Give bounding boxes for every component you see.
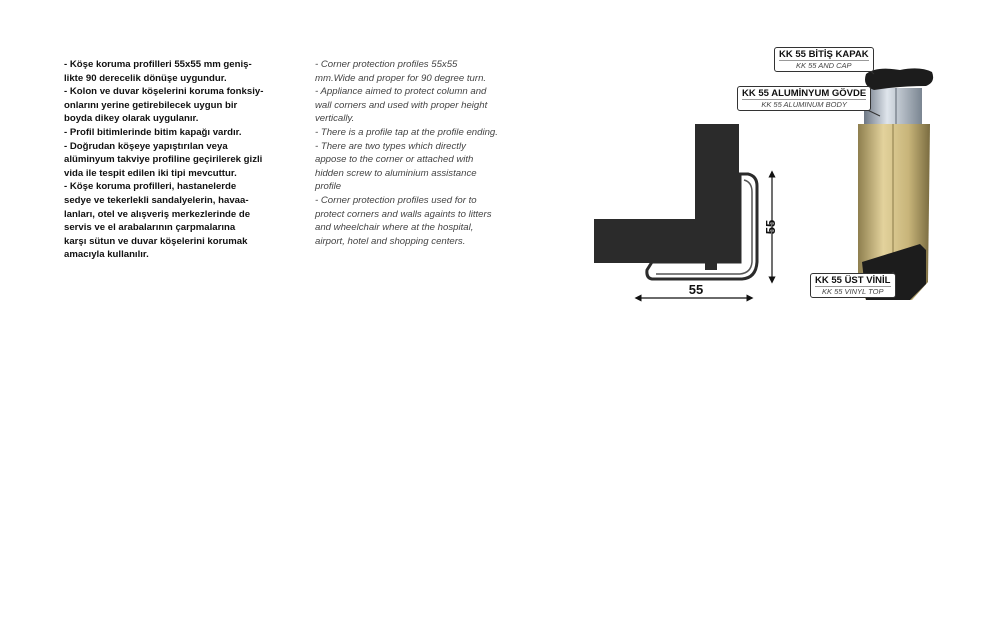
fixing-clip bbox=[705, 262, 717, 270]
aluminium-body-label-en: KK 55 ALUMINUM BODY bbox=[742, 99, 866, 109]
en-line: and wheelchair where at the hospital, bbox=[315, 222, 474, 234]
horizontal-dimension-value: 55 bbox=[688, 282, 704, 297]
tr-line: onlarını yerine getirebilecek uygun bir bbox=[64, 99, 238, 111]
en-line: wall corners and used with proper height bbox=[315, 99, 488, 111]
wall-corner-section bbox=[594, 124, 739, 263]
aluminium-body-label-tr: KK 55 ALUMİNYUM GÖVDE bbox=[742, 88, 867, 99]
end-cap bbox=[865, 68, 933, 90]
tr-line: boyda dikey olarak uygulanır. bbox=[64, 113, 199, 125]
en-line: - Appliance aimed to protect column and bbox=[315, 86, 487, 98]
tr-line: amacıyla kullanılır. bbox=[64, 249, 149, 261]
en-line: appose to the corner or attached with bbox=[315, 154, 474, 166]
en-line: profile bbox=[315, 181, 342, 193]
tr-line: karşı sütun ve duvar köşelerini korumak bbox=[64, 235, 248, 247]
tr-line: sedye ve tekerlekli sandalyelerin, havaa- bbox=[64, 194, 249, 206]
tr-line: lanları, otel ve alışveriş merkezlerinde de bbox=[64, 208, 251, 220]
tr-line: likte 90 derecelik dönüşe uygundur. bbox=[64, 72, 227, 84]
vinyl-top-label bbox=[810, 273, 896, 298]
en-line: - There are two types which directly bbox=[315, 140, 466, 152]
tr-line: servis ve el arabalarının çarpmalarına bbox=[64, 222, 236, 234]
tr-line: - Profil bitimlerinde bitim kapağı vardır. bbox=[64, 126, 242, 138]
en-line: - There is a profile tap at the profile ending. bbox=[315, 126, 498, 138]
end-cap-label-tr: KK 55 BİTİŞ KAPAK bbox=[779, 49, 869, 60]
en-line: protect corners and walls againts to litters bbox=[315, 208, 492, 220]
en-line: - Corner protection profiles used for to bbox=[315, 194, 477, 206]
tr-line: alüminyum takviye profiline geçirilerek gizli bbox=[64, 154, 263, 166]
aluminium-body-label bbox=[737, 86, 871, 111]
end-cap-label bbox=[774, 47, 874, 72]
tr-line: - Köşe koruma profilleri, hastanelerde bbox=[64, 181, 237, 193]
fixing-clip bbox=[730, 232, 740, 240]
tr-line: - Doğrudan köşeye yapıştırılan veya bbox=[64, 140, 228, 152]
en-line: - Corner protection profiles 55x55 bbox=[315, 59, 458, 70]
en-line: vertically. bbox=[315, 113, 355, 125]
tr-line: - Kolon ve duvar köşelerini koruma fonksiy- bbox=[64, 86, 264, 98]
aluminium-body bbox=[864, 88, 922, 126]
vinyl-top-label-en: KK 55 VINYL TOP bbox=[815, 286, 891, 296]
vinyl-top-label-tr: KK 55 ÜST VİNİL bbox=[815, 275, 891, 286]
en-line: airport, hotel and shopping centers. bbox=[315, 235, 466, 247]
tr-line: vida ile tespit edilen iki tipi mevcuttur. bbox=[64, 167, 237, 179]
vertical-dimension-value: 55 bbox=[763, 219, 778, 235]
en-line: hidden screw to aluminium assistance bbox=[315, 167, 477, 179]
en-line: mm.Wide and proper for 90 degree turn. bbox=[315, 72, 487, 84]
tr-line: - Köşe koruma profilleri 55x55 mm geniş- bbox=[64, 59, 252, 70]
end-cap-label-en: KK 55 AND CAP bbox=[779, 60, 869, 70]
